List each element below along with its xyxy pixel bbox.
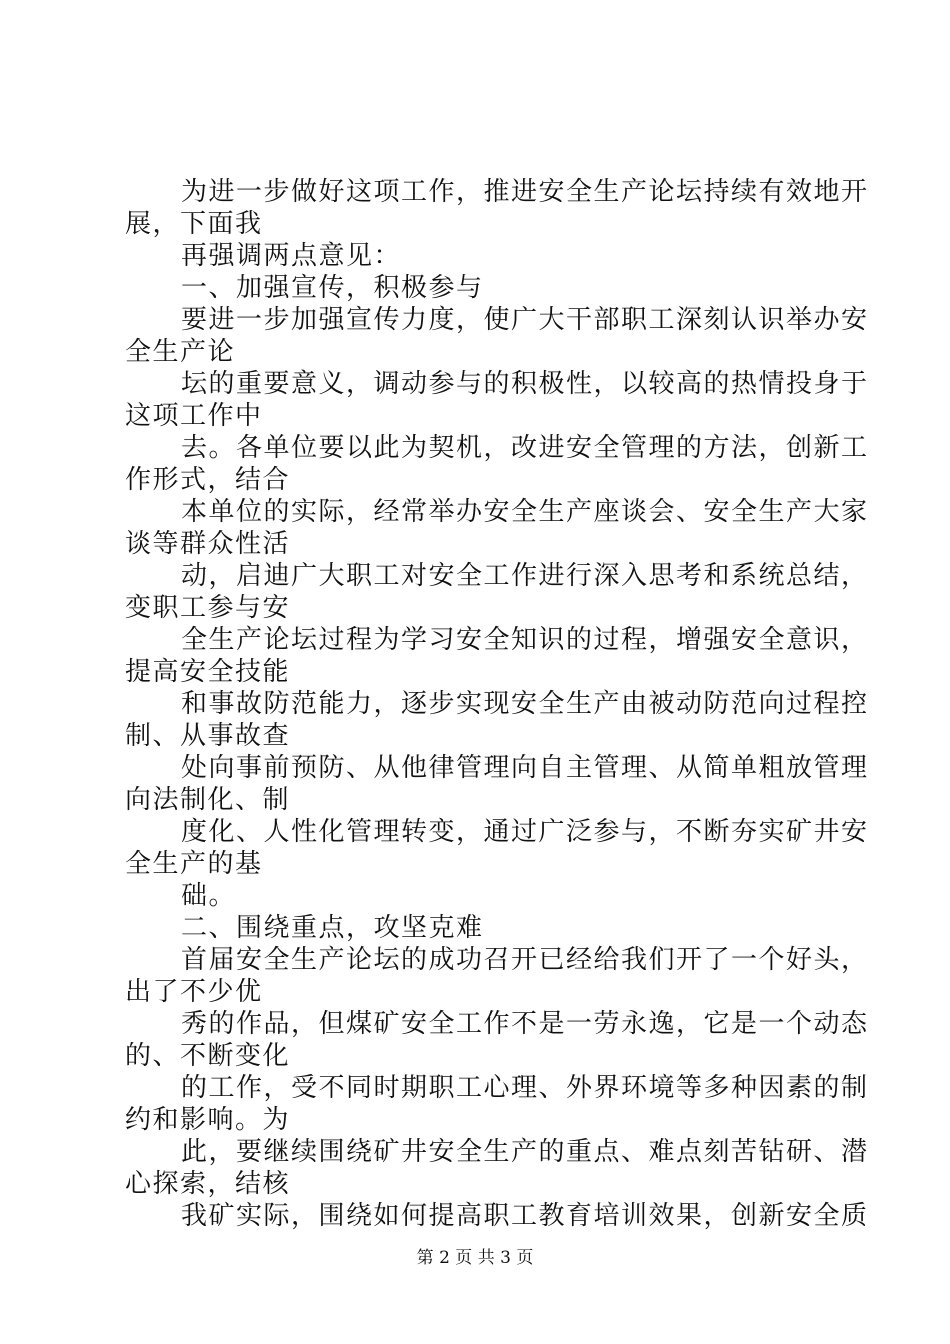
body-line: 变职工参与安 [125, 593, 291, 623]
body-line: 这项工作中 [125, 401, 263, 431]
body-line: 首届安全生产论坛的成功召开已经给我们开了一个好头， [181, 945, 869, 975]
body-line: 础。 [181, 881, 237, 911]
body-line: 作形式，结合 [125, 465, 291, 495]
body-line: 全生产论 [125, 337, 236, 367]
body-line: 坛的重要意义，调动参与的积极性，以较高的热情投身于 [181, 369, 869, 399]
body-line: 的、不断变化 [125, 1041, 291, 1071]
body-line: 出了不少优 [125, 977, 263, 1007]
document-body [125, 176, 869, 1232]
body-line: 秀的作品，但煤矿安全工作不是一劳永逸，它是一个动态 [181, 1009, 869, 1039]
body-line: 为进一步做好这项工作，推进安全生产论坛持续有效地开 [181, 177, 869, 207]
page-footer: 第 2 页 共 3 页 [416, 1248, 534, 1268]
body-line: 动，启迪广大职工对安全工作进行深入思考和系统总结， [181, 561, 869, 591]
body-line: 度化、人性化管理转变，通过广泛参与，不断夯实矿井安 [181, 817, 869, 847]
body-line: 向法制化、制 [125, 785, 291, 815]
body-line: 心探索，结核 [125, 1169, 291, 1199]
body-line: 去。各单位要以此为契机，改进安全管理的方法，创新工 [181, 433, 869, 463]
body-line: 再强调两点意见： [181, 241, 402, 271]
body-line: 的工作，受不同时期职工心理、外界环境等多种因素的制 [181, 1073, 869, 1103]
body-line: 谈等群众性活 [125, 529, 291, 559]
body-line: 处向事前预防、从他律管理向自主管理、从简单粗放管理 [181, 753, 869, 783]
body-line: 全生产论坛过程为学习安全知识的过程，增强安全意识， [181, 625, 869, 655]
body-line: 一、加强宣传，积极参与 [181, 273, 484, 303]
body-line: 我矿实际，围绕如何提高职工教育培训效果，创新安全质 [181, 1201, 869, 1231]
body-line: 和事故防范能力，逐步实现安全生产由被动防范向过程控 [181, 689, 869, 719]
body-line: 展，下面我 [125, 209, 263, 239]
body-line: 要进一步加强宣传力度，使广大干部职工深刻认识举办安 [181, 305, 869, 335]
body-line: 提高安全技能 [125, 657, 291, 687]
body-line: 二、围绕重点，攻坚克难 [181, 913, 484, 943]
body-line: 全生产的基 [125, 849, 263, 879]
body-line: 此，要继续围绕矿井安全生产的重点、难点刻苦钻研、潜 [181, 1137, 869, 1167]
body-line: 本单位的实际，经常举办安全生产座谈会、安全生产大家 [181, 497, 869, 527]
body-line: 制、从事故查 [125, 721, 291, 751]
body-line: 约和影响。为 [125, 1105, 291, 1135]
